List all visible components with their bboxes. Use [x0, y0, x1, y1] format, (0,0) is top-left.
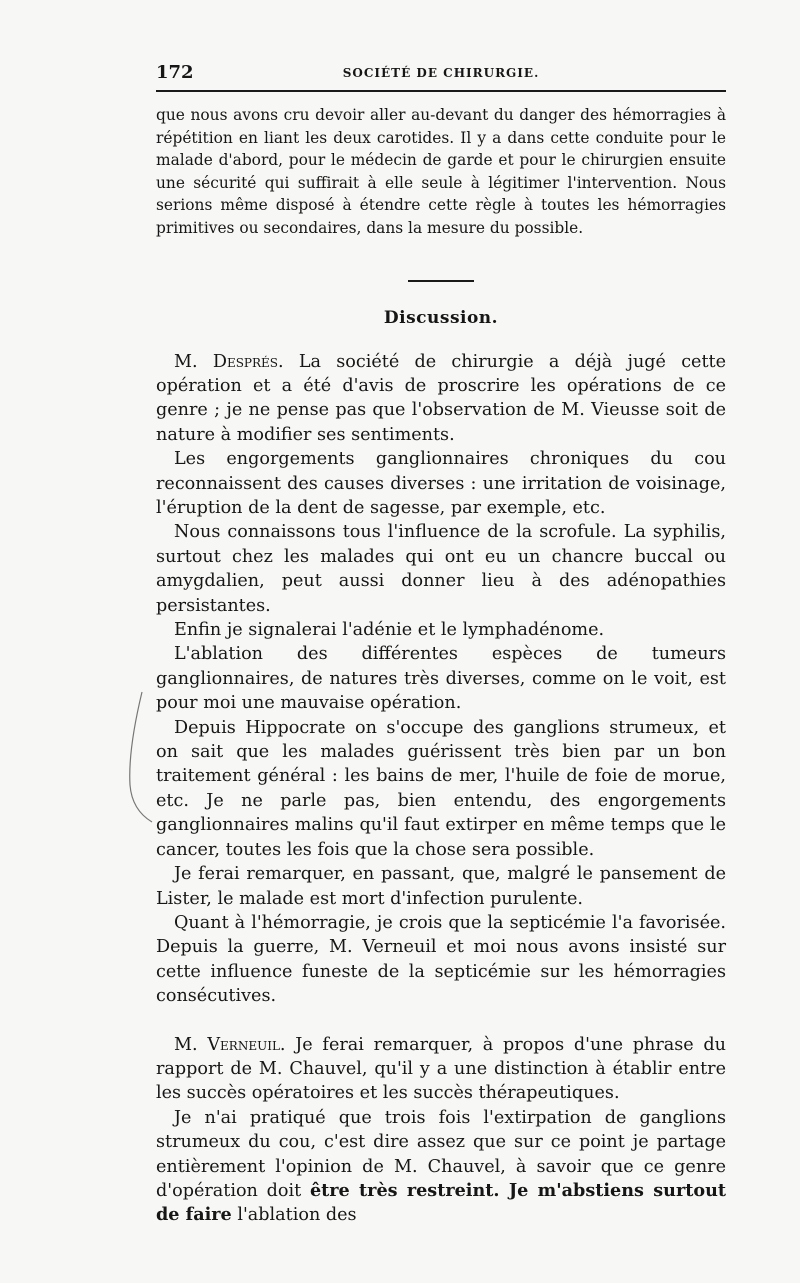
- despres-paragraph-3: Nous connaissons tous l'influence de la scrofule. La syphilis, surtout chez les malades qui ont eu un chancre buccal ou amygdalien, peut aussi donner lieu à des adénopathies persistantes.: [156, 522, 726, 616]
- verneuil-paragraph-1: [156, 1033, 726, 1106]
- running-head: SOCIÉTÉ DE CHIRURGIE.: [342, 66, 540, 80]
- despres-paragraph-8: Quant à l'hémorragie, je crois que la septicémie l'a favorisée. Depuis la guerre, M. Verneuil et moi nous avons insisté sur cette influence funeste de la septicémie sur les hémorragies consécutives.: [156, 912, 726, 1007]
- despres-paragraph-5: L'ablation des différentes espèces de tumeurs ganglionnaires, de natures très diverses, comme on le voit, est pour moi une mauvaise opération.: [156, 644, 726, 714]
- despres-paragraph-4: Enfin je signalerai l'adénie et le lymphadénome.: [174, 620, 605, 641]
- page: [156, 58, 726, 1228]
- verneuil-bold-run: être très restreint. Je m'abstiens surtout de faire: [156, 1179, 726, 1226]
- despres-paragraph-7: Je ferai remarquer, en passant, que, malgré le pansement de Lister, le malade est mort d'infection purulente.: [156, 864, 726, 909]
- speaker-despres: M. Després.: [174, 351, 284, 372]
- intro-block: [156, 104, 726, 240]
- despres-text-1: La société de chirurgie a déjà jugé cette opération et a été d'avis de proscrire les opérations de ce genre ; je ne pense pas que l'observation de M. Vieusse soit de nature à modifier ses sentiments.: [156, 351, 727, 445]
- speaker-verneuil: M. Verneuil.: [174, 1034, 286, 1055]
- despres-paragraph-6: Depuis Hippocrate on s'occupe des ganglions strumeux, et on sait que les malades guérissent très bien par un bon traitement général : les bains de mer, l'huile de foie de morue, etc. Je ne parle pas, bien entendu, des engorgements ganglionnaires malins qu'il faut extirper en même temps que le cancer, toutes les fois que la chose sera possible.: [156, 717, 726, 860]
- verneuil-text-2: Je n'ai pratiqué que trois fois l'extirpation de ganglions strumeux du cou, c'est dire assez que sur ce point je partage entièrement l'opinion de M. Chauvel, à savoir que ce genre d'opération doit: [156, 1107, 726, 1201]
- pencil-margin-mark: [120, 690, 160, 830]
- page-number: 172: [156, 62, 194, 83]
- despres-paragraph-1: [156, 350, 726, 448]
- verneuil-paragraph-2: [156, 1106, 726, 1228]
- section-divider: [408, 280, 474, 282]
- discussion-body: [156, 350, 726, 1228]
- section-title: Discussion.: [383, 307, 499, 328]
- verneuil-text-1: Je ferai remarquer, à propos d'une phrase du rapport de M. Chauvel, qu'il y a une distinction à établir entre les succès opératoires et les succès thérapeutiques.: [156, 1034, 727, 1104]
- verneuil-text-2-end: l'ablation des: [237, 1205, 357, 1226]
- despres-paragraph-2: Les engorgements ganglionnaires chroniques du cou reconnaissent des causes diverses : une irritation de voisinage, l'éruption de la dent de sagesse, par exemple, etc.: [156, 449, 726, 518]
- page-header: [156, 58, 726, 92]
- intro-paragraph: que nous avons cru devoir aller au-devant du danger des hémorragies à répétition en liant les deux carotides. Il y a dans cette conduite pour le malade d'abord, pour le médecin de garde et pour le chirurgien ensuite une sécurité qui suffirait à elle seule à légitimer l'intervention. Nous serions même disposé à étendre cette règle à toutes les hémorragies primitives ou secondaires, dans la mesure du possible.: [156, 106, 726, 237]
